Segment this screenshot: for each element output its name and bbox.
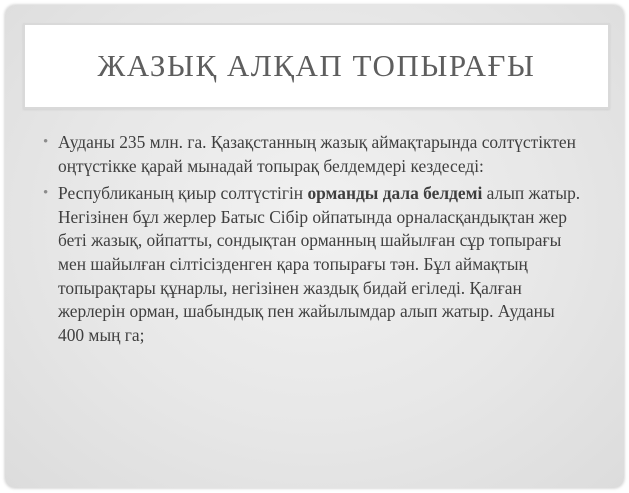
slide-title: ЖАЗЫҚ АЛҚАП ТОПЫРАҒЫ — [97, 48, 536, 83]
bullet-item-1 — [35, 131, 583, 178]
bullet-text-after: алып жатыр. Негізінен бұл жерлер Батыс Сібір ойпатында орналасқандықтан жер беті жазық, ойпатты, сондықтан орманның шайылған сұр топырағы мен шайылған сілтісізденген қара топырағы тән. Бұл аймақтың топырақтары құнарлы, негізінен жаздық бидай егіледі. Қалған жерлерін орман, шабындық пен жайылымдар алып жатыр. Ауданы 400 мың га; — [58, 183, 581, 345]
bullet-item-2 — [35, 182, 583, 347]
bullet-icon: • — [43, 185, 49, 202]
bullet-bold-term: орманды дала белдемі — [307, 183, 483, 204]
bullet-text-before: Республиканың қиыр солтүстігін — [58, 183, 308, 204]
bullet-list — [35, 131, 583, 351]
slide — [5, 5, 624, 488]
bullet-text: Ауданы 235 млн. га. Қазақстанның жазық аймақтарында солтүстіктен оңтүстікке қарай мынадай топырақ белдемдері кездеседі: — [58, 132, 576, 176]
bullet-icon: • — [43, 134, 49, 150]
title-box — [23, 23, 610, 109]
